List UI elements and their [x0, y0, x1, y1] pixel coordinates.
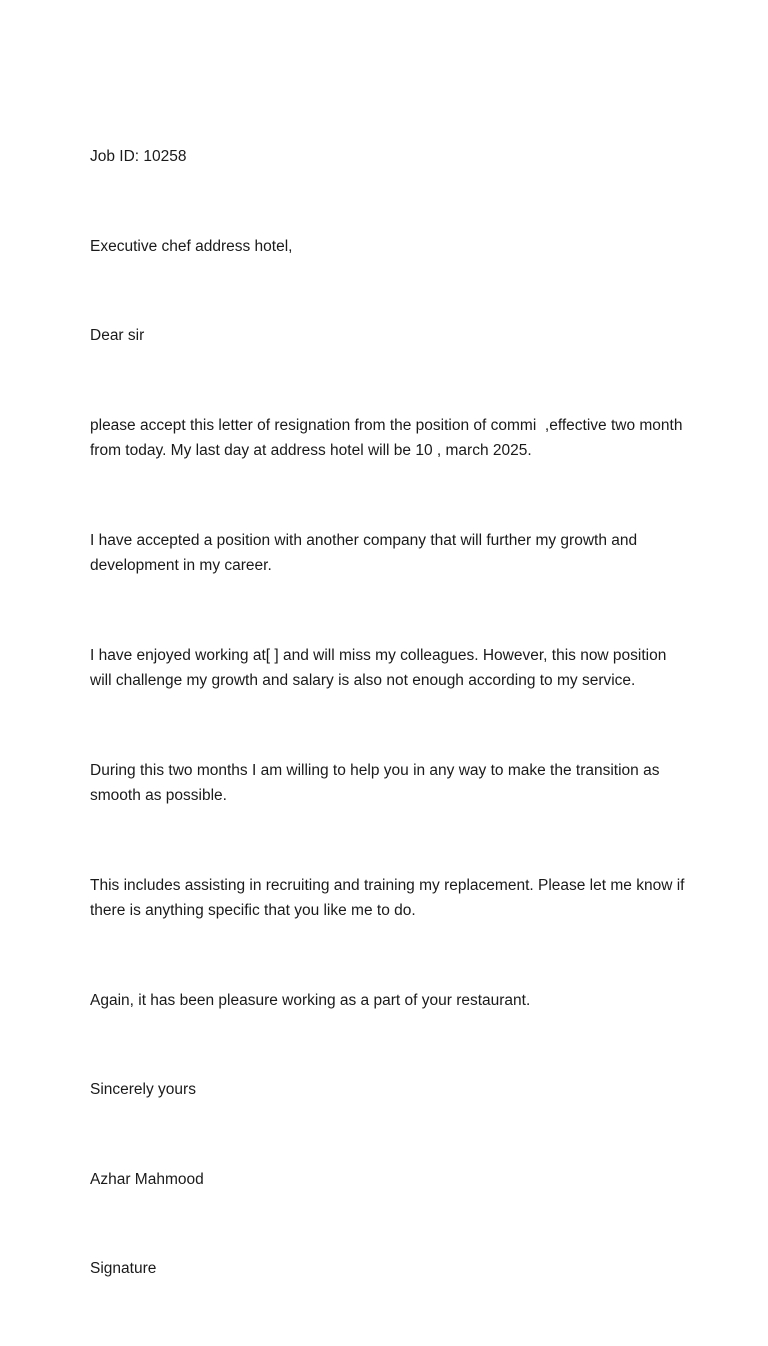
paragraph-new-position: I have accepted a position with another company that will further my growth and development in my career.: [90, 531, 642, 574]
closing: Sincerely yours: [90, 1081, 196, 1098]
salutation: Dear sir: [90, 327, 145, 344]
paragraph-enjoyed-working: I have enjoyed working at[ ] and will miss my colleagues. However, this now position will challenge my growth and salary is also not enough according to my service.: [90, 646, 671, 689]
paragraph-resignation: please accept this letter of resignation from the position of commi ,effective two month from today. My last day at address hotel will be 10 , march 2025.: [90, 416, 687, 459]
sender-name: Azhar Mahmood: [90, 1170, 204, 1188]
paragraph-transition: During this two months I am willing to help you in any way to make the transition as smooth as possible.: [90, 761, 664, 804]
resignation-letter: [90, 93, 690, 1346]
paragraph-replacement: This includes assisting in recruiting and training my replacement. Please let me know if there is anything specific that you like me to do.: [90, 876, 689, 919]
paragraph-thanks: Again, it has been pleasure working as a part of your restaurant.: [90, 991, 531, 1009]
signature: Signature: [90, 1260, 157, 1277]
job-id: Job ID: 10258: [90, 148, 187, 165]
addressee: Executive chef address hotel,: [90, 237, 293, 255]
